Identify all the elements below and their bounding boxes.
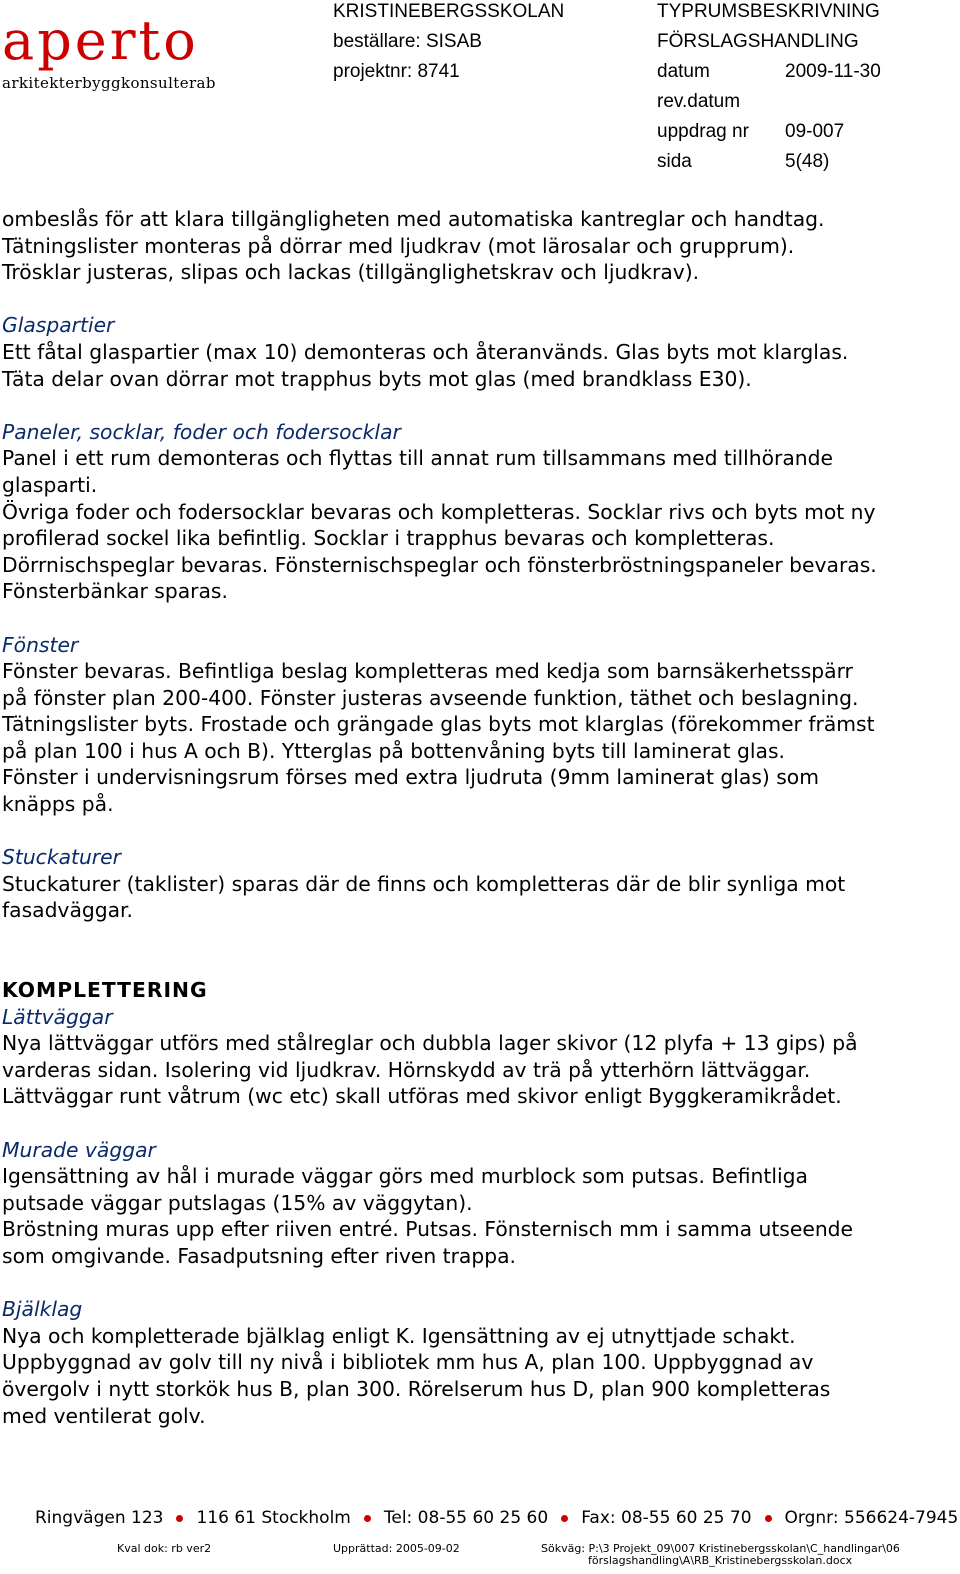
date-value: 2009-11-30 xyxy=(785,61,881,82)
bullet-icon xyxy=(176,1515,183,1522)
date-label: datum xyxy=(657,61,710,82)
body-line: Nya och kompletterade bjälklag enligt K. Igensättning av ej utnyttjade schakt. xyxy=(2,1323,796,1348)
company-logo xyxy=(2,10,216,92)
body-line: Fönster i undervisningsrum förses med extra ljudruta (9mm laminerat glas) som xyxy=(2,765,819,790)
section-heading-lattvaggar: Lättväggar xyxy=(2,1004,113,1029)
body-line: Övriga foder och fodersocklar bevaras och kompletteras. Socklar rivs och byts mot ny xyxy=(2,499,876,524)
section-heading-murade-vaggar: Murade väggar xyxy=(2,1137,156,1162)
bullet-icon xyxy=(364,1515,371,1522)
body-line: knäpps på. xyxy=(2,792,114,817)
body-line: profilerad sockel lika befintlig. Socklar i trapphus bevaras och kompletteras. xyxy=(2,526,775,551)
body-line: Täta delar ovan dörrar mot trapphus byts mot glas (med brandklass E30). xyxy=(2,366,752,391)
page-label: sida xyxy=(657,151,692,172)
footer-orgnr: Orgnr: 556624-7945 xyxy=(784,1508,959,1528)
body-line: putsade väggar putslagas (15% av väggytan). xyxy=(2,1190,473,1215)
body-line: Trösklar justeras, slipas och lackas (tillgänglighetskrav och ljudkrav). xyxy=(2,260,700,285)
body-line: Fönsterbänkar sparas. xyxy=(2,579,228,604)
bullet-icon xyxy=(561,1515,568,1522)
footer-fax: Fax: 08-55 60 25 70 xyxy=(581,1508,752,1528)
section-heading-paneler: Paneler, socklar, foder och fodersocklar xyxy=(2,419,401,444)
logo-tagline: arkitekterbyggkonsulterab xyxy=(2,74,216,92)
body-line: på plan 100 i hus A och B). Ytterglas på bottenvåning byts till laminerat glas. xyxy=(2,738,785,763)
date-row xyxy=(657,60,881,90)
footer-address: Ringvägen 123 xyxy=(35,1508,164,1528)
body-line: fasadväggar. xyxy=(2,898,133,923)
document-type: TYPRUMSBESKRIVNING xyxy=(657,1,880,22)
body-line: Tätningslister monteras på dörrar med ljudkrav (mot lärosalar och grupprum). xyxy=(2,233,795,258)
body-line: Panel i ett rum demonteras och flyttas till annat rum tillsammans med tillhörande xyxy=(2,446,833,471)
footer-postal: 116 61 Stockholm xyxy=(196,1508,351,1528)
section-heading-bjalklag: Bjälklag xyxy=(2,1297,83,1322)
header-project-info xyxy=(333,0,564,90)
footer-file-path-2: förslagshandling\A\RB_Kristinebergsskolan.docx xyxy=(588,1554,853,1567)
body-line: övergolv i nytt storkök hus B, plan 300. Rörelserum hus D, plan 900 kompletteras xyxy=(2,1376,831,1401)
school-name: KRISTINEBERGSSKOLAN xyxy=(333,1,565,22)
footer-created-date: Upprättad: 2005-09-02 xyxy=(333,1542,460,1555)
page-row xyxy=(657,150,881,180)
body-line: som omgivande. Fasadputsning efter riven trappa. xyxy=(2,1243,516,1268)
body-line: Ett fåtal glaspartier (max 10) demonteras och återanvänds. Glas byts mot klarglas. xyxy=(2,339,849,364)
body-line: Igensättning av hål i murade väggar görs med murblock som putsas. Befintliga xyxy=(2,1164,808,1189)
revision-date-row xyxy=(657,90,881,120)
body-line: på fönster plan 200-400. Fönster justeras avseende funktion, täthet och beslagning. xyxy=(2,685,859,710)
body-line: Dörrnischspeglar bevaras. Fönsternischspeglar och fönsterbröstningspaneler bevaras. xyxy=(2,552,877,577)
body-line: Stuckaturer (taklister) sparas där de finns och kompletteras där de blir synliga mot xyxy=(2,871,846,896)
assignment-label: uppdrag nr xyxy=(657,121,749,142)
header-document-info xyxy=(657,0,881,180)
page-value: 5(48) xyxy=(785,151,830,172)
main-heading-komplettering: KOMPLETTERING xyxy=(2,978,208,1003)
logo-wordmark: aperto xyxy=(2,9,199,72)
body-line: Uppbyggnad av golv till ny nivå i bibliotek mm hus A, plan 100. Uppbyggnad av xyxy=(2,1350,814,1375)
contact-line xyxy=(35,1508,958,1528)
document-stage: FÖRSLAGSHANDLING xyxy=(657,31,859,52)
body-line: varderas sidan. Isolering vid ljudkrav. Hörnskydd av trä på ytterhörn lättväggar. xyxy=(2,1057,811,1082)
section-heading-fonster: Fönster xyxy=(2,632,79,657)
client-name: beställare: SISAB xyxy=(333,31,482,52)
bullet-icon xyxy=(765,1515,772,1522)
body-line: Bröstning muras upp efter riiven entré. Putsas. Fönsternisch mm i samma utseende xyxy=(2,1217,854,1242)
section-heading-stuckaturer: Stuckaturer xyxy=(2,845,121,870)
body-line: glasparti. xyxy=(2,472,98,497)
assignment-value: 09-007 xyxy=(785,121,845,142)
body-line: Fönster bevaras. Befintliga beslag kompletteras med kedja som barnsäkerhetsspärr xyxy=(2,659,853,684)
body-line: med ventilerat golv. xyxy=(2,1403,206,1428)
document-body xyxy=(2,206,958,1429)
footer-phone: Tel: 08-55 60 25 60 xyxy=(383,1508,549,1528)
revision-date-label: rev.datum xyxy=(657,91,741,112)
body-line: Tätningslister byts. Frostade och grängade glas byts mot klarglas (förekommer främst xyxy=(2,712,875,737)
footer-quality-doc: Kval dok: rb ver2 xyxy=(117,1542,212,1555)
assignment-row xyxy=(657,120,881,150)
body-line: ombeslås för att klara tillgängligheten med automatiska kantreglar och handtag. xyxy=(2,207,825,231)
project-number: projektnr: 8741 xyxy=(333,61,460,82)
section-heading-glaspartier: Glaspartier xyxy=(2,313,115,338)
body-line: Nya lättväggar utförs med stålreglar och dubbla lager skivor (12 plyfa + 13 gips) på xyxy=(2,1031,858,1056)
body-line: Lättväggar runt våtrum (wc etc) skall utföras med skivor enligt Byggkeramikrådet. xyxy=(2,1084,842,1109)
footer-file-path-1: Sökväg: P:\3 Projekt_09\007 Kristinebergsskolan\C_handlingar\06 xyxy=(541,1542,900,1555)
